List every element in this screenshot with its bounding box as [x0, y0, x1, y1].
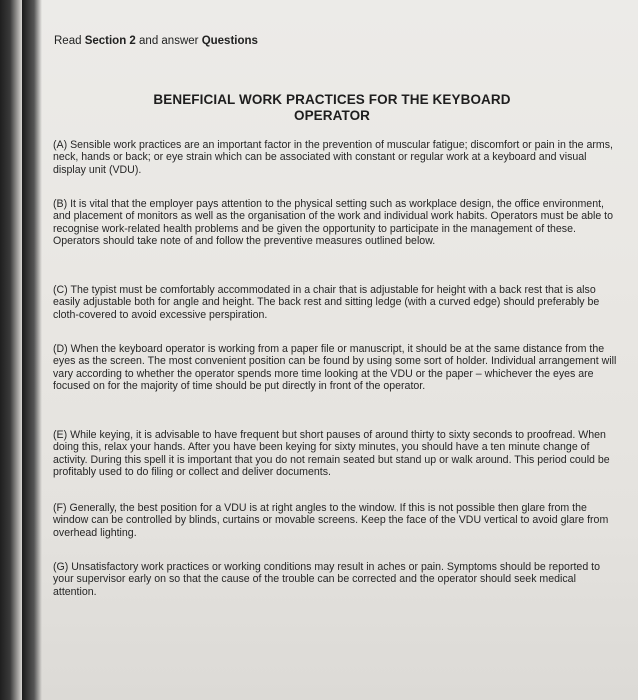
- paragraph-label: (E): [53, 429, 68, 441]
- title-line-1: BENEFICIAL WORK PRACTICES FOR THE KEYBOARD: [153, 92, 511, 107]
- instruction-section: Section 2: [84, 35, 136, 47]
- paragraph-e: [53, 429, 621, 479]
- instruction-middle: and answer: [135, 35, 202, 47]
- paragraph-text: The typist must be comfortably accommodated in a chair that is adjustable for height with a back rest that is also easily adjustable both for angle and height. The back rest and sitting ledge (with a curved edge) should preferably be cloth-covered to avoid excessive perspiration.: [53, 284, 600, 321]
- paragraph-label: (B): [53, 198, 68, 210]
- paragraph-text: Unsatisfactory work practices or working conditions may result in aches or pain. Symptoms should be reported to your supervisor early on so that the cause of the trouble can be corrected and the operator should seek medical attention.: [53, 561, 600, 598]
- title-line-2: OPERATOR: [293, 108, 371, 123]
- document-page: [22, 0, 638, 700]
- paragraph-text: It is vital that the employer pays attention to the physical setting such as workplace design, the office environment, and placement of monitors as well as the organisation of the work and individual work habits. Operators must be able to recognise work-related health problems and be given the opportunity to participate in the management of these. Operators should take note of and follow the preventive measures outlined below.: [53, 198, 614, 248]
- paragraph-b: [53, 198, 621, 248]
- instruction-questions: Questions: [201, 35, 258, 47]
- paragraph-g: [53, 561, 621, 598]
- paragraph-a: [53, 139, 621, 176]
- paragraph-label: (C): [53, 284, 68, 296]
- paragraph-label: (G): [53, 561, 69, 573]
- instruction-prefix: Read: [54, 35, 85, 47]
- paragraph-text: Sensible work practices are an important factor in the prevention of muscular fatigue; discomfort or pain in the arms, neck, hands or back; or eye strain which can be associated with constant or regular work at a keyboard and visual display unit (VDU).: [53, 139, 613, 176]
- paragraph-f: [53, 502, 621, 539]
- document-title: [112, 92, 552, 124]
- instruction-line: [54, 35, 258, 47]
- paragraph-label: (D): [53, 343, 68, 355]
- paragraph-text: While keying, it is advisable to have frequent but short pauses of around thirty to sixty seconds to proofread. When doing this, relax your hands. After you have been keying for sixty minutes, you should have a ten minute change of activity. During this spell it is important that you do not remain seated but stand up or walk around. This period could be profitably used to do filing or collect and deliver documents.: [53, 429, 610, 479]
- paragraph-text: When the keyboard operator is working from a paper file or manuscript, it should be at the same distance from the eyes as the screen. The most convenient position can be found by using some sort of holder. Individual arrangement will vary according to whether the operator spends more time looking at the VDU or the paper – whichever the eyes are focused on for the majority of time should be put directly in front of the operator.: [53, 343, 617, 393]
- paragraph-label: (F): [53, 502, 67, 514]
- page-edge-shadow: [22, 0, 42, 700]
- paragraph-d: [53, 343, 621, 393]
- paragraph-text: Generally, the best position for a VDU is at right angles to the window. If this is not possible then glare from the window can be controlled by blinds, curtains or movable screens. Keep the face of the VDU vertical to avoid glare from overhead lighting.: [53, 502, 609, 539]
- paragraph-label: (A): [53, 139, 68, 151]
- paragraph-c: [53, 284, 621, 321]
